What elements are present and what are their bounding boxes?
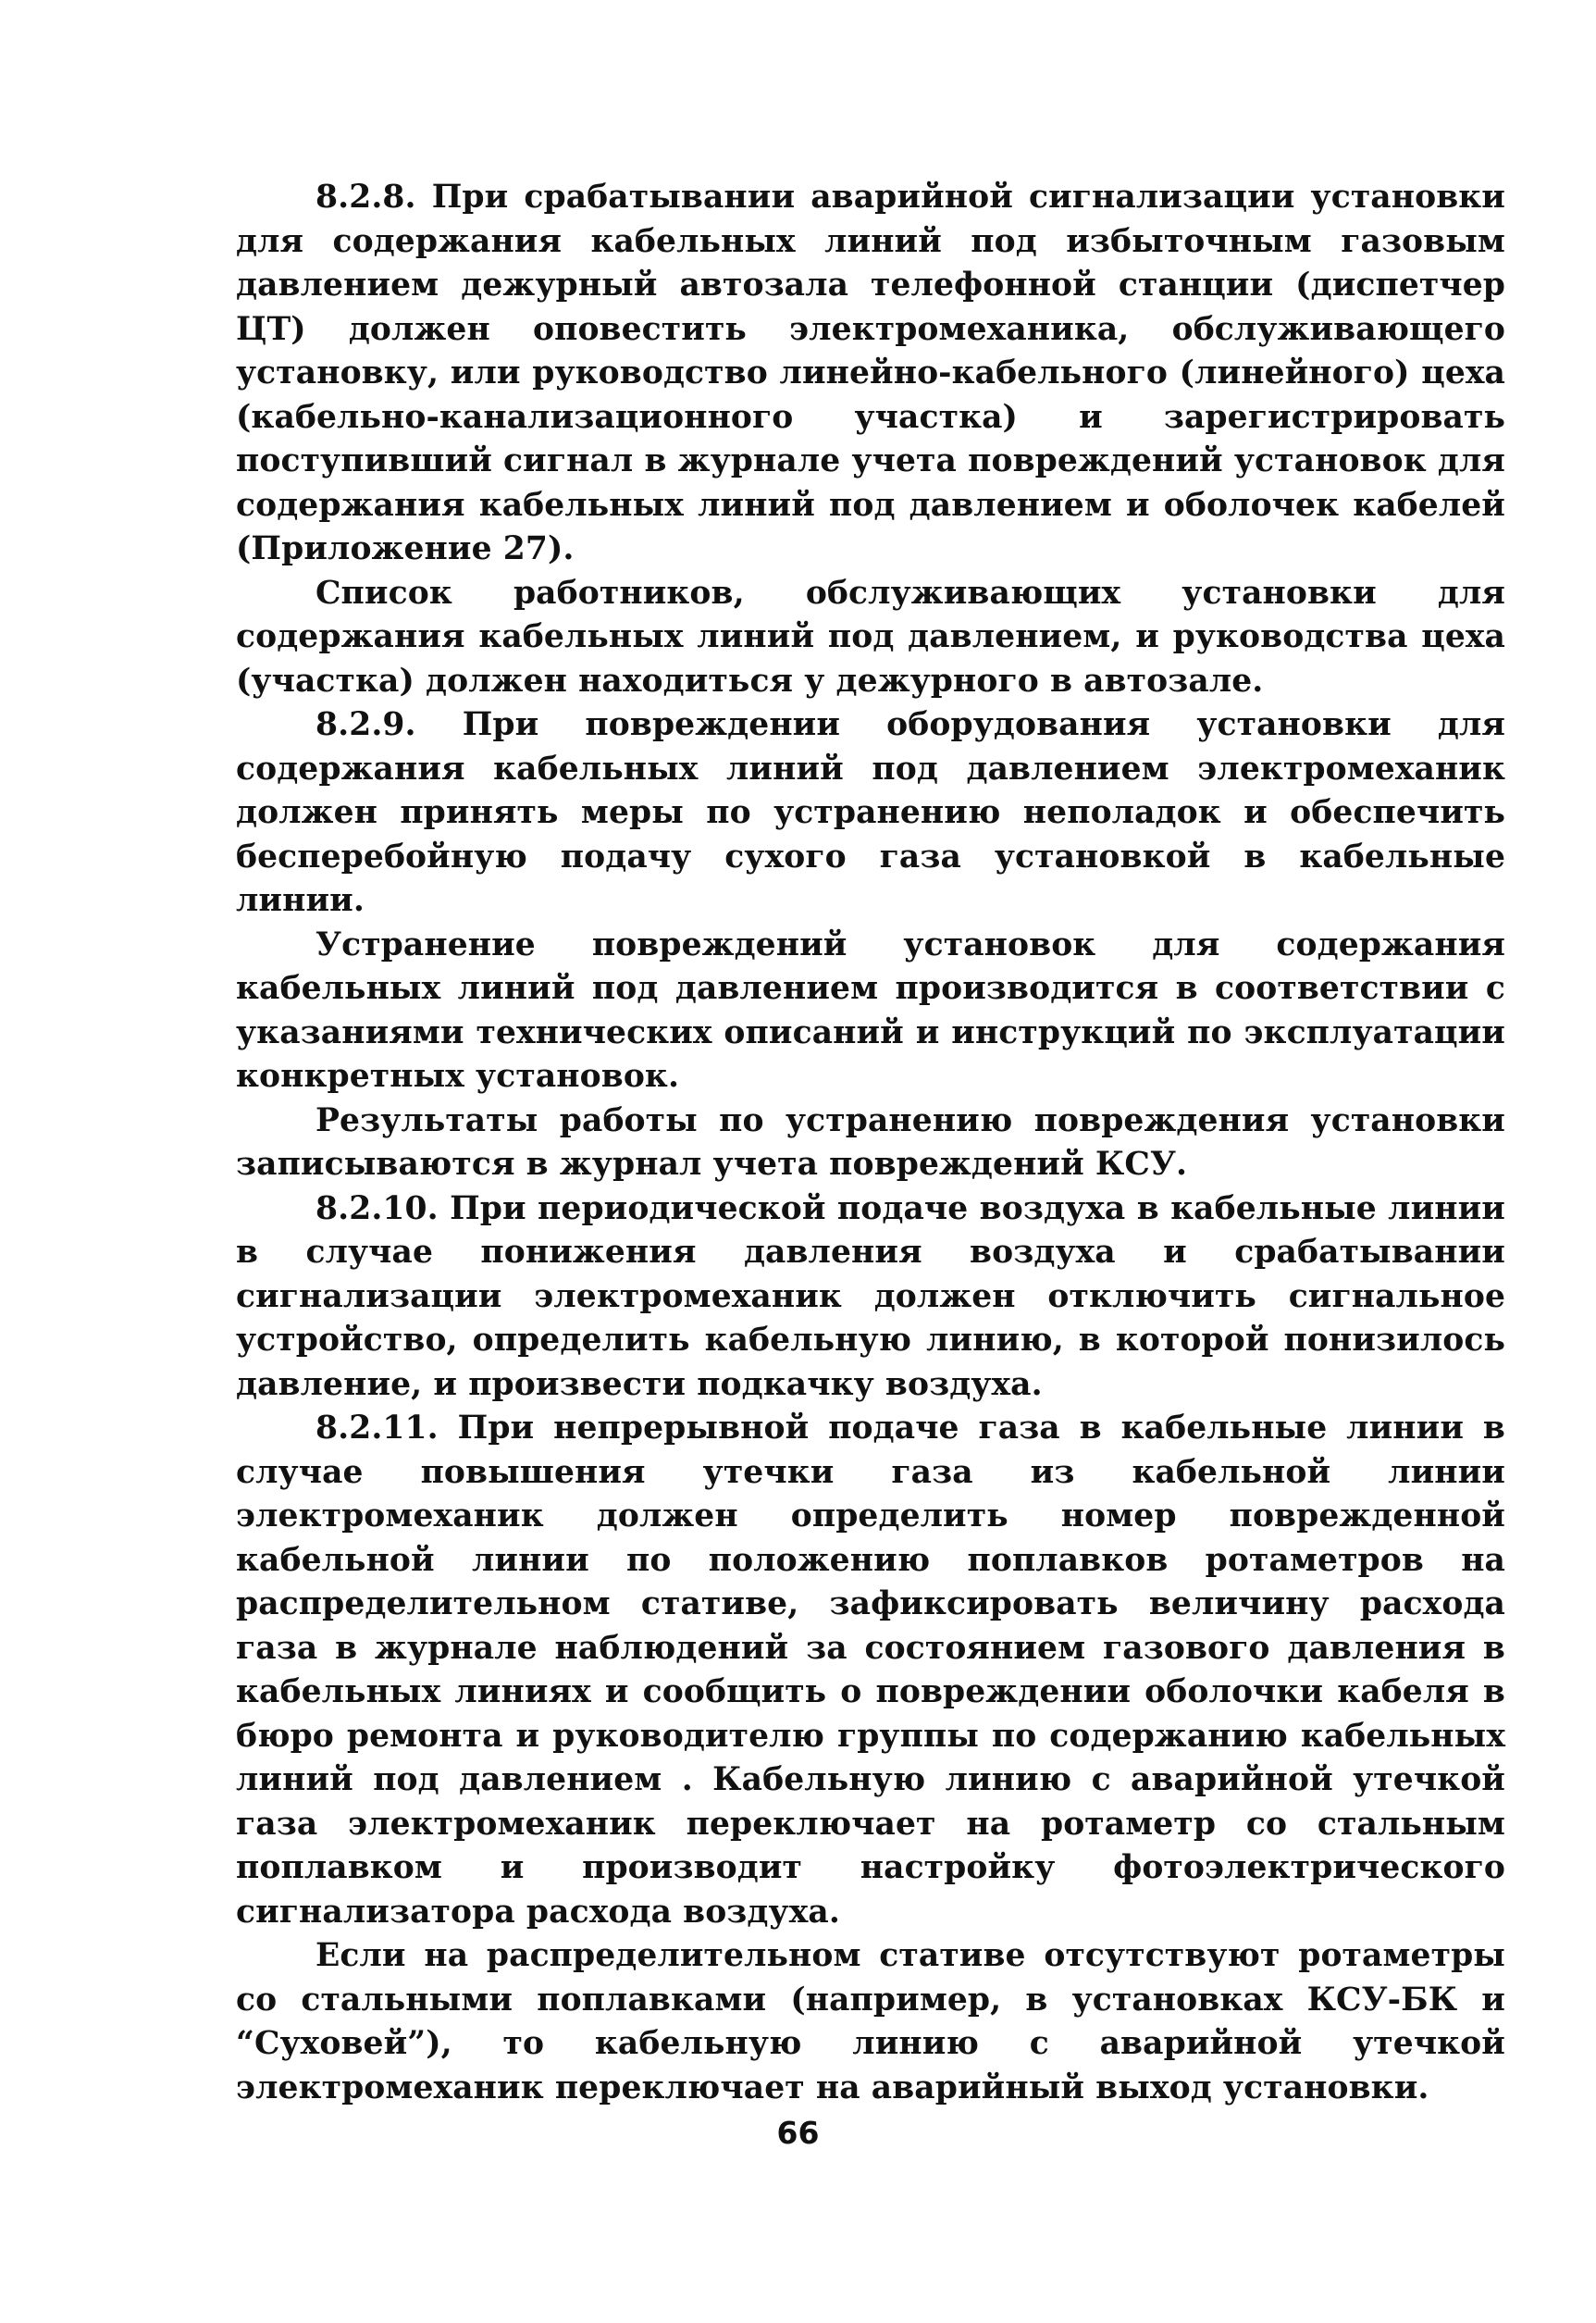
page-number: 66 <box>776 2115 820 2151</box>
paragraph-8-2-11: 8.2.11. При непрерывной подаче газа в кабельные линии в случае повышения утечки газа из кабельной линии электромеханик должен определить номер поврежденной кабельной линии по положению поплавков ротаметров на распределительном стативе, зафиксировать величину расхода газа в журнале наблюдений за состоянием газового давления в кабельных линиях и сообщить о повреждении оболочки кабеля в бюро ремонта и руководителю группы по содержанию кабельных линий под давлением . Кабельную линию с аварийной утечкой газа электромеханик переключает на ротаметр со стальным поплавком и производит настройку фотоэлектрического сигнализатора расхода воздуха. <box>236 1410 1505 1931</box>
paragraph-8-2-10: 8.2.10. При периодической подаче воздуха в кабельные линии в случае понижения давления воздуха и срабатывании сигнализации электромеханик должен отключить сигнальное устройство, определить кабельную линию, в которой понизилось давление, и произвести подкачку воздуха. <box>236 1189 1505 1403</box>
body-text <box>236 176 1505 2110</box>
paragraph-8-2-8: 8.2.8. При срабатывании аварийной сигнализации установки для содержания кабельных линий под избыточным газовым давлением дежурный автозала телефонной станции (диспетчер ЦТ) должен оповестить электромеханика, обслуживающего установку, или руководство линейно-кабельного (линейного) цеха (кабельно-канализационного участка) и зарегистрировать поступивший сигнал в журнале учета повреждений установок для содержания кабельных линий под давлением и оболочек кабелей (Приложение 27). <box>236 179 1505 567</box>
paragraph-emergency-output: Если на распределительном стативе отсутствуют ротаметры со стальными поплавками (например, в установках КСУ-БК и “Суховей”), то кабельную линию с аварийной утечкой электромеханик переключает на аварийный выход установки. <box>236 1937 1505 2106</box>
paragraph-repair-procedure: Устранение повреждений установок для содержания кабельных линий под давлением производится в соответствии с указаниями технических описаний и инструкций по эксплуатации конкретных установок. <box>236 925 1505 1095</box>
paragraph-staff-list: Список работников, обслуживающих установки для содержания кабельных линий под давлением, и руководства цеха (участка) должен находиться у дежурного в автозале. <box>236 574 1505 700</box>
paragraph-8-2-9: 8.2.9. При повреждении оборудования установки для содержания кабельных линий под давлением электромеханик должен принять меры по устранению неполадок и обеспечить бесперебойную подачу сухого газа установкой в кабельные линии. <box>236 706 1505 919</box>
paragraph-repair-results: Результаты работы по устранению повреждения установки записываются в журнал учета повреждений КСУ. <box>236 1101 1505 1183</box>
